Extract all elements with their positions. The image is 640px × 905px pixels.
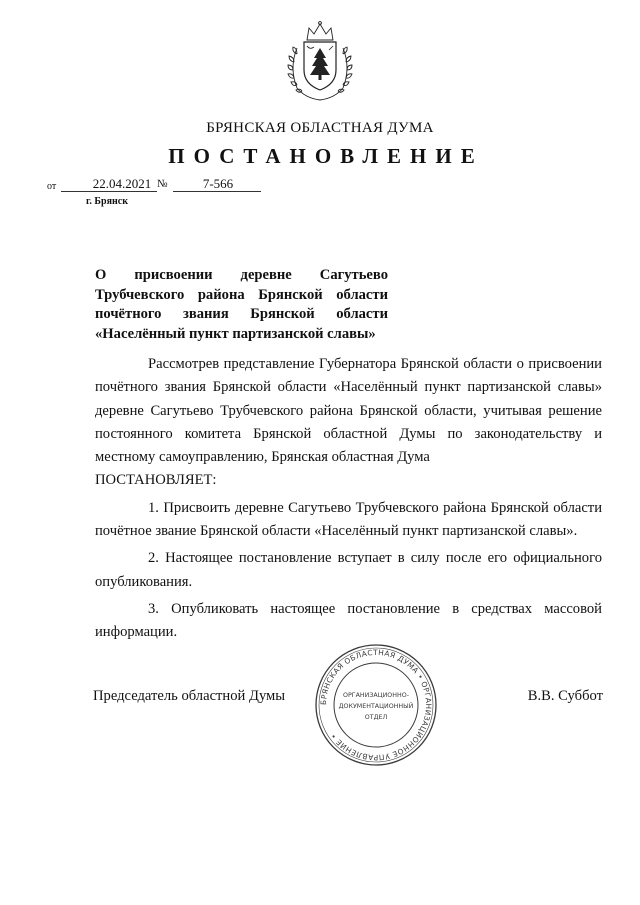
organization-title: БРЯНСКАЯ ОБЛАСТНАЯ ДУМА bbox=[206, 120, 434, 136]
resolves-heading: ПОСТАНОВЛЯЕТ: bbox=[95, 472, 217, 489]
document-body bbox=[95, 353, 602, 645]
resolution-item: 2. Настоящее постановление вступает в силу после его официального опубликования. bbox=[95, 550, 602, 590]
stamp-outer-text: БРЯНСКАЯ ОБЛАСТНАЯ ДУМА • ОРГАНИЗАЦИОННОЕ УПРАВЛЕНИЕ • bbox=[318, 647, 434, 763]
issue-city: г. Брянск bbox=[86, 196, 128, 207]
resolution-item: 1. Присвоить деревне Сагутьево Трубчевского района Брянской области почётное звание Брянской области «Населённый пункт партизанской славы». bbox=[95, 499, 602, 540]
document-subject bbox=[95, 266, 388, 344]
official-stamp bbox=[313, 642, 439, 768]
subject-line: «Населённый пункт партизанской славы» bbox=[95, 325, 376, 342]
coat-of-arms-icon bbox=[287, 18, 353, 104]
subject-line: Трубчевского района Брянской области bbox=[95, 286, 388, 303]
signatory-name: В.В. Суббот bbox=[527, 688, 603, 704]
stamp-inner-line: ОРГАНИЗАЦИОННО- bbox=[343, 692, 409, 699]
number-label: № bbox=[157, 178, 168, 190]
preamble-paragraph: Рассмотрев представление Губернатора Брянской области о присвоении почётного звания Брянской области «Населённый пункт партизанской славы» деревне Сагутьево Трубчевского района Брянской области, учитывая решение постоянного комитета Брянской областной Думы по законодательству и местному самоуправлению, Брянская областная Дума bbox=[95, 356, 602, 466]
document-number: 7-566 bbox=[202, 176, 234, 191]
resolution-item: 3. Опубликовать настоящее постановление в средствах массовой информации. bbox=[95, 600, 602, 641]
document-date: 22.04.2021 bbox=[92, 176, 152, 191]
stamp-inner-line: ОТДЕЛ bbox=[364, 714, 388, 721]
subject-line: почётного звания Брянской области bbox=[95, 306, 388, 322]
signatory-position: Председатель областной Думы bbox=[93, 688, 286, 704]
date-label: от bbox=[47, 181, 57, 192]
document-type-heading: ПОСТАНОВЛЕНИЕ bbox=[168, 144, 484, 168]
stamp-inner-line: ДОКУМЕНТАЦИОННЫЙ bbox=[338, 703, 414, 710]
subject-line: О присвоении деревне Сагутьево bbox=[95, 267, 388, 283]
